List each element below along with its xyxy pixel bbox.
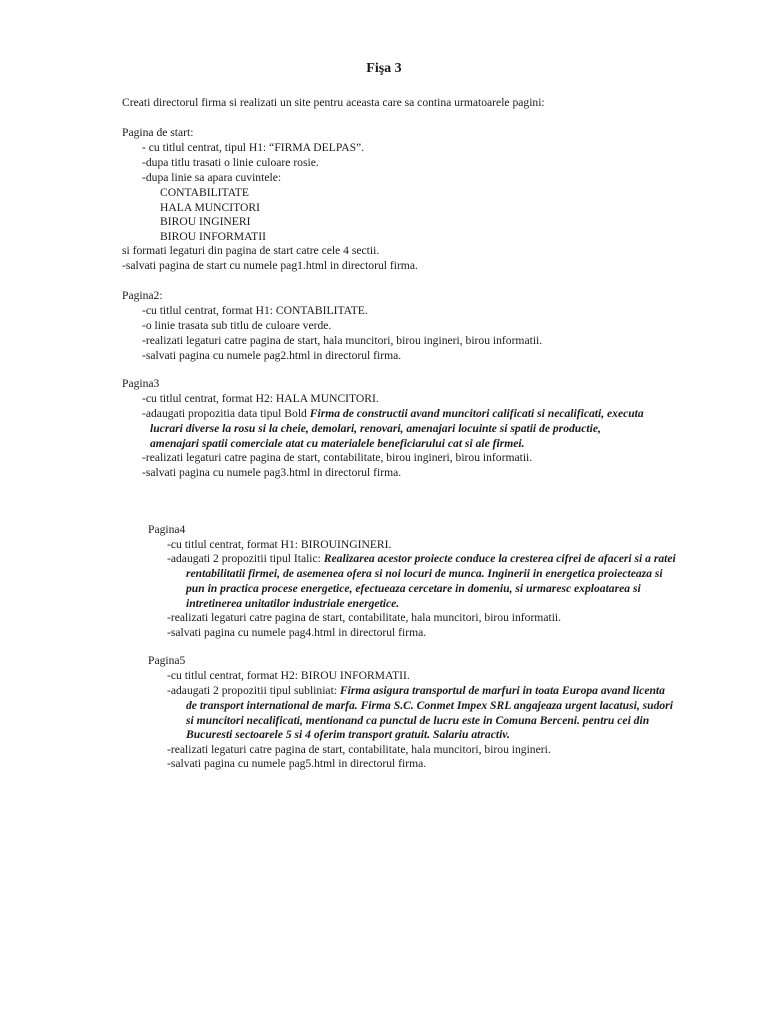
section1-heading: Pagina de start: — [122, 126, 194, 139]
intro-text: Creati directorul firma si realizati un site pentru aceasta care sa contina urmatoarele pagini: — [122, 96, 545, 109]
section3-bold-label: -adaugati propozitia data tipul Bold — [142, 407, 310, 420]
section5-underline-text: Firma asigura transportul de marfuri in toata Europa avand licenta — [339, 684, 665, 697]
section4-line1: -cu titlul centrat, format H1: BIROUINGINERI. — [167, 538, 392, 551]
section5-line3: -realizati legaturi catre pagina de start, contabilitate, hala muncitori, birou ingineri. — [167, 743, 551, 756]
section1-word: BIROU INGINERI — [160, 215, 251, 228]
section4-line3: -realizati legaturi catre pagina de start, contabilitate, hala muncitori, birou informatii. — [167, 611, 562, 624]
section5-line4: -salvati pagina cu numele pag5.html in directorul firma. — [167, 757, 427, 770]
section3-bold-text: Firma de constructii avand muncitori calificati si necalificati, executa — [309, 407, 644, 420]
section1-word: CONTABILITATE — [160, 186, 249, 199]
section1-line3: -dupa linie sa apara cuvintele: — [142, 171, 282, 184]
section1-word: HALA MUNCITORI — [160, 201, 260, 214]
section3-line4: -salvati pagina cu numele pag3.html in directorul firma. — [142, 466, 402, 479]
section3-line2 — [142, 406, 644, 421]
section3-line1: -cu titlul centrat, format H2: HALA MUNCITORI. — [142, 392, 379, 405]
section2-line4: -salvati pagina cu numele pag2.html in directorul firma. — [142, 349, 402, 362]
section4-italic-text: rentabilitatii firmei, de asemenea ofera si noi locuri de munca. Inginerii in energetica proiecteaza si — [186, 567, 663, 580]
section5-underline-text: si muncitori necalificati, mentionand ca punctul de lucru este in Comuna Berceni. pentru cei din — [186, 714, 650, 727]
section3-bold-text: lucrari diverse la rosu si la cheie, demolari, renovari, amenajari locuinte si spatii de productie, — [150, 422, 601, 435]
section1-line5: -salvati pagina de start cu numele pag1.html in directorul firma. — [122, 259, 418, 272]
section4-italic-label: -adaugati 2 propozitii tipul Italic: — [167, 552, 324, 565]
section1-line2: -dupa titlu trasati o linie culoare rosie. — [142, 156, 319, 169]
section4-italic-text: pun in practica procese energetice, efectueaza cercetare in domeniu, si urmaresc exploatarea si — [186, 582, 641, 595]
section4-italic-text: intretinerea unitatilor industriale energetice. — [186, 597, 400, 610]
section3-heading: Pagina3 — [122, 377, 160, 390]
section5-underline-label: -adaugati 2 propozitii tipul subliniat: — [167, 684, 340, 697]
section3-line3: -realizati legaturi catre pagina de start, contabilitate, birou ingineri, birou informatii. — [142, 451, 533, 464]
section1-word: BIROU INFORMATII — [160, 230, 266, 243]
section4-line2 — [167, 551, 676, 566]
section5-line1: -cu titlul centrat, format H2: BIROU INFORMATII. — [167, 669, 410, 682]
section5-line2 — [167, 683, 665, 698]
section1-line4: si formati legaturi din pagina de start catre cele 4 sectii. — [122, 244, 380, 257]
section2-line3: -realizati legaturi catre pagina de start, hala muncitori, birou ingineri, birou informatii. — [142, 334, 543, 347]
section5-underline-text: de transport international de marfa. Firma S.C. Conmet Impex SRL angajeaza urgent lacatusi, sudori — [186, 699, 673, 712]
section4-heading: Pagina4 — [148, 523, 186, 536]
section2-line1: -cu titlul centrat, format H1: CONTABILITATE. — [142, 304, 368, 317]
section1-line1: - cu titlul centrat, tipul H1: “FIRMA DELPAS”. — [142, 141, 365, 154]
section2-line2: -o linie trasata sub titlu de culoare verde. — [142, 319, 332, 332]
section5-underline-text: Bucuresti sectoarele 5 si 4 oferim transport gratuit. Salariu atractiv. — [186, 728, 510, 741]
section2-heading: Pagina2: — [122, 289, 163, 302]
section4-line4: -salvati pagina cu numele pag4.html in directorul firma. — [167, 626, 427, 639]
section4-italic-text: Realizarea acestor proiecte conduce la cresterea cifrei de afaceri si a ratei — [323, 552, 676, 565]
section5-heading: Pagina5 — [148, 654, 186, 667]
document-title: Fişa 3 — [366, 61, 402, 76]
section3-bold-text: amenajari spatii comerciale atat cu materialele beneficiarului cat si ale firmei. — [150, 437, 525, 450]
